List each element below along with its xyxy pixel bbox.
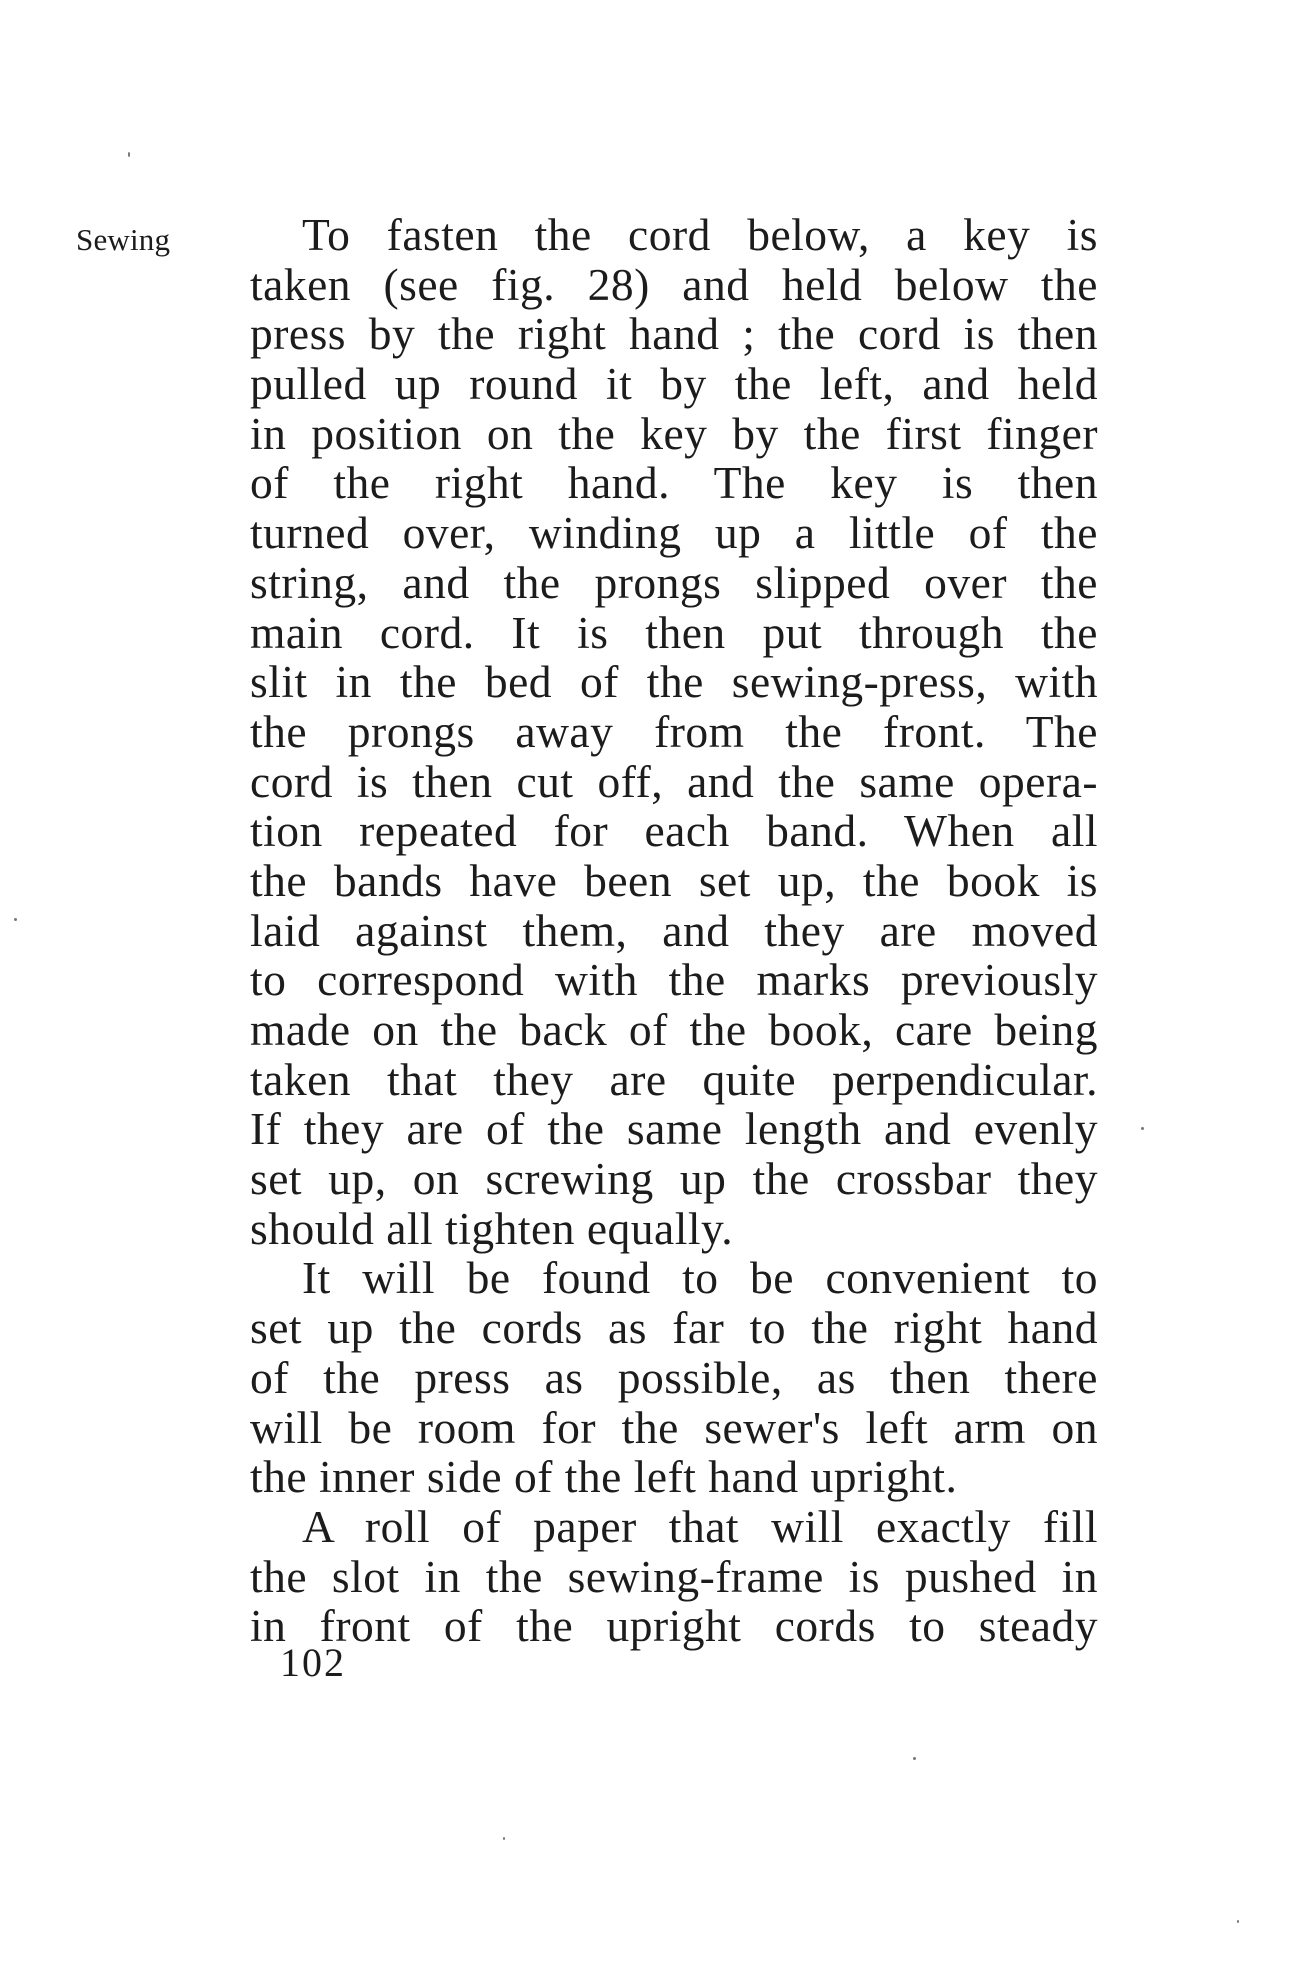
text-line: in front of the upright cords to steady [250,1600,1098,1652]
text-line: press by the right hand ; the cord is then [250,308,1098,360]
scan-speck [913,1757,916,1760]
text-line: the slot in the sewing-frame is pushed in [250,1550,1098,1602]
text-line: set up the cords as far to the right hand [250,1302,1098,1354]
text-line: To fasten the cord below, a key is [302,209,1098,260]
text-line: It will be found to be convenient to [302,1252,1098,1304]
text-line: If they are of the same length and evenly [250,1103,1098,1155]
scan-speck [14,918,17,921]
text-line: pulled up round it by the left, and held [250,358,1098,410]
text-line: cord is then cut off, and the same opera- [250,755,1098,807]
text-line: the inner side of the left hand upright. [250,1451,958,1503]
page-number: 102 [280,1640,346,1685]
body-text [250,210,1098,1651]
text-line: set up, on screwing up the crossbar they [250,1153,1098,1205]
margin-note: Sewing [76,222,171,257]
text-line: laid against them, and they are moved [250,904,1098,956]
scan-speck [128,152,130,157]
text-line: of the right hand. The key is then [250,457,1098,509]
text-line: taken that they are quite perpendicular. [250,1053,1098,1105]
text-line: slit in the bed of the sewing-press, with [250,656,1098,708]
text-line: should all tighten equally. [250,1202,734,1254]
text-line: string, and the prongs slipped over the [250,556,1098,608]
scan-speck [503,1837,505,1840]
text-line: A roll of paper that will exactly fill [302,1500,1098,1552]
text-line: to correspond with the marks previously [250,954,1098,1006]
scan-speck [1141,1127,1144,1130]
text-line: of the press as possible, as then there [250,1351,1098,1403]
text-line: tion repeated for each band. When all [250,805,1098,857]
text-line: made on the back of the book, care being [250,1004,1098,1055]
text-line: taken (see fig. 28) and held below the [250,258,1098,310]
text-line: turned over, winding up a little of the [250,507,1098,559]
text-line: the prongs away from the front. The [250,705,1098,757]
text-line: in position on the key by the first finger [250,407,1098,459]
text-line: will be room for the sewer's left arm on [250,1401,1098,1453]
text-line: main cord. It is then put through the [250,606,1098,658]
scan-speck [1237,1920,1239,1923]
text-line: the bands have been set up, the book is [250,854,1098,906]
